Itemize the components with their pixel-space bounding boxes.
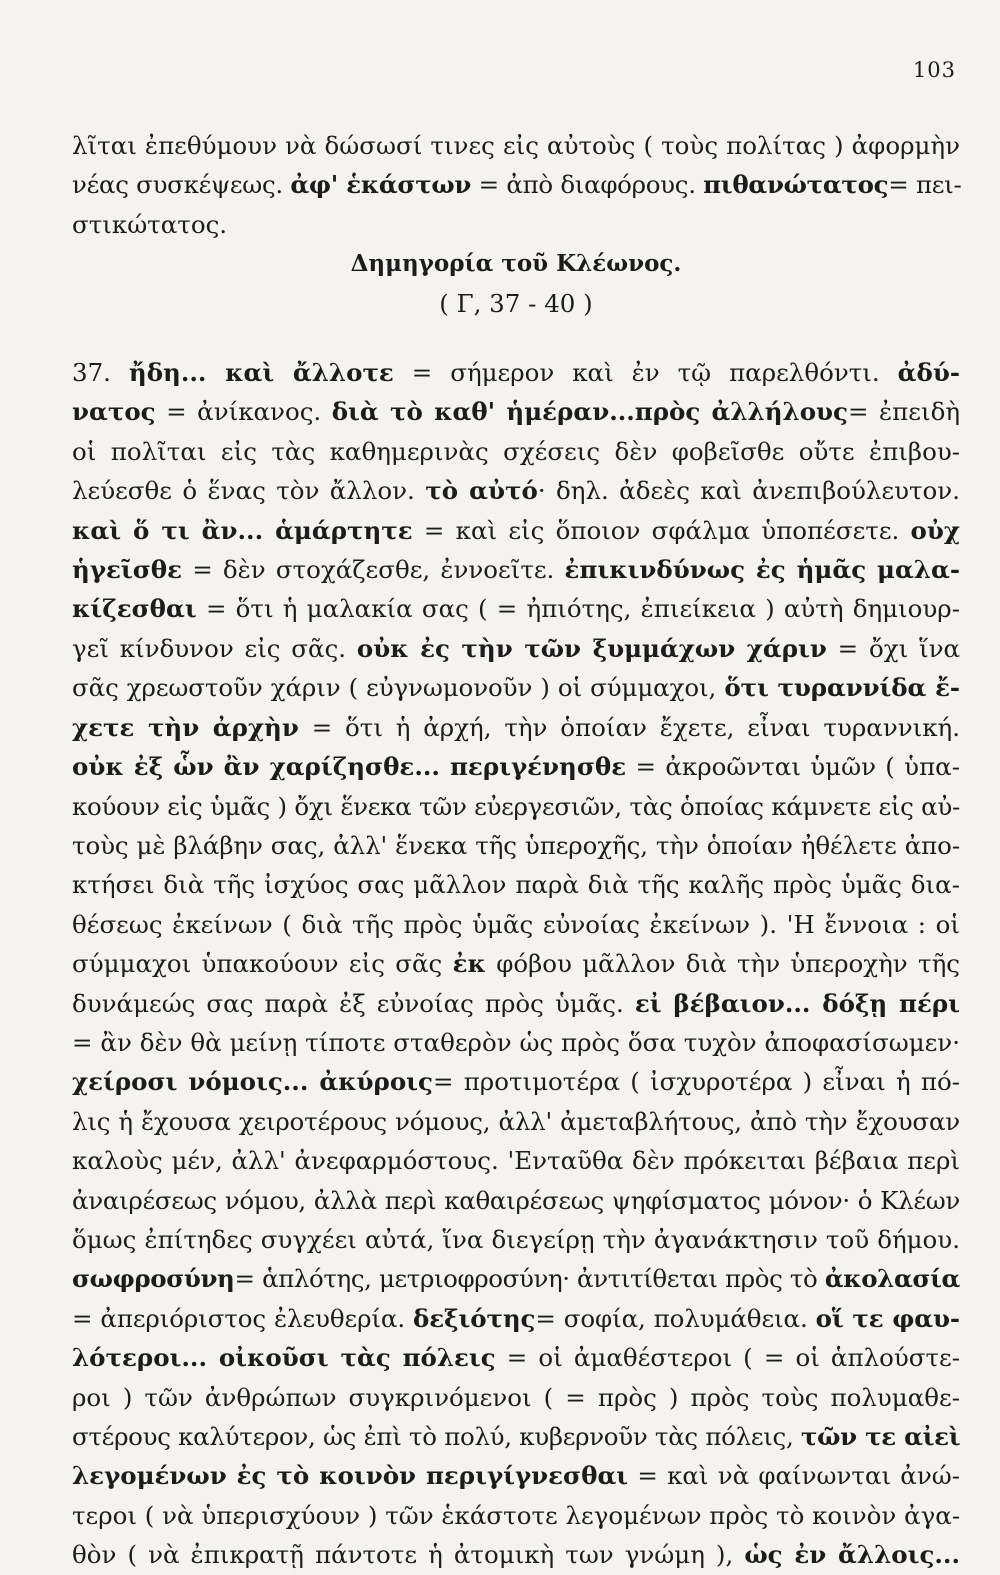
text-line xyxy=(72,284,960,323)
text-line xyxy=(72,1417,960,1456)
lemma-term: καὶ ὅ τι ἂν... ἁμάρτητε xyxy=(72,515,413,545)
lemma-term: οὐκ ἐς τὴν τῶν ξυμμάχων χάριν xyxy=(356,633,827,663)
gloss-text: = σήμερον καὶ ἐν τῷ παρελθόντι. xyxy=(393,358,898,388)
text-line xyxy=(72,126,960,165)
gloss-text: = πει- xyxy=(888,170,962,200)
gloss-text: = ἁπλότης, μετριοφροσύνη· ἀντιτίθεται πρὸς τὸ xyxy=(234,1264,825,1294)
gloss-text: καλοὺς μέν, ἀλλ' ἀνεφαρμόστους. 'Ενταῦθα δὲν πρόκειται βέβαια περὶ xyxy=(72,1146,960,1176)
text-line xyxy=(72,1338,960,1377)
lemma-term: ἀκολασία xyxy=(824,1264,960,1294)
lemma-term: χείροσι νόμοις... ἀκύροις xyxy=(72,1067,433,1097)
gloss-text: λις ἡ ἔχουσα χειροτέρους νόμους, ἀλλ' ἀμεταβλήτους, ἀπὸ τὴν ἔχουσαν xyxy=(72,1106,960,1136)
gloss-text: = ἂν δὲν θὰ μείνῃ τίποτε σταθερὸν ὡς πρὸς ὅσα τυχὸν ἀποφασίσωμεν· xyxy=(72,1027,960,1057)
lemma-term: ἐκ xyxy=(452,949,486,979)
text-line xyxy=(72,1496,960,1535)
lemma-term: ἀφ' ἑκάστων xyxy=(290,170,472,200)
lemma-term: χετε τὴν ἀρχὴν xyxy=(72,712,299,742)
lemma-term: πιθανώτατος xyxy=(703,170,889,200)
gloss-text: ( Γ, 37 - 40 ) xyxy=(439,288,593,318)
lemma-term: ὅτι τυραννίδα ἔ- xyxy=(724,673,960,703)
gloss-text: θέσεως ἐκείνων ( διὰ τῆς πρὸς ὑμᾶς εὐνοίας ἐκείνων ). 'Η ἔννοια : οἱ xyxy=(72,909,960,939)
gloss-text: κτήσει διὰ τῆς ἰσχύος σας μᾶλλον παρὰ διὰ τῆς καλῆς πρὸς ὑμᾶς δια- xyxy=(72,870,960,900)
gloss-text: = σοφία, πολυμάθεια. xyxy=(535,1303,816,1333)
gloss-text: κούουν εἰς ὑμᾶς ) ὄχι ἕνεκα τῶν εὐεργεσιῶν, τὰς ὁποίας κάμνετε εἰς αὐ- xyxy=(72,791,960,821)
text-line xyxy=(72,471,960,510)
text-line xyxy=(72,1102,960,1141)
lemma-term: ἡγεῖσθε xyxy=(72,555,183,585)
gloss-text: σύμμαχοι ὑπακούουν εἰς σᾶς xyxy=(72,949,453,979)
text-line xyxy=(72,1220,960,1259)
lemma-term: ἤδη... καὶ ἄλλοτε xyxy=(128,358,394,388)
lemma-term: τῶν τε αἰεὶ xyxy=(800,1422,961,1451)
gloss-text: ὅμως ἐπίτηδες συγχέει αὐτά, ἵνα διεγείρῃ τὴν ἀγανάκτησιν τοῦ δήμου. xyxy=(72,1224,960,1254)
gloss-text: τεροι ( νὰ ὑπερισχύουν ) τῶν ἑκάστοτε λεγομένων πρὸς τὸ κοινὸν ἀγα- xyxy=(72,1500,961,1530)
gloss-text: = ἀκροῶνται ὑμῶν ( ὑπα- xyxy=(626,752,961,782)
gloss-text: 37. xyxy=(72,358,129,388)
gloss-text: = ὄχι ἵνα xyxy=(826,633,961,663)
text-line xyxy=(72,589,960,628)
gloss-text: φόβου μᾶλλον διὰ τὴν ὑπεροχὴν τῆς xyxy=(485,949,960,979)
text-line xyxy=(72,668,960,707)
text-line xyxy=(72,787,960,826)
text-line xyxy=(72,629,960,668)
text-line xyxy=(72,432,960,471)
text-line xyxy=(72,1535,960,1574)
gloss-text: = καὶ νὰ φαίνωνται ἀνώ- xyxy=(628,1461,960,1491)
text-line xyxy=(72,905,960,944)
gloss-text: = δὲν στοχάζεσθε, ἐννοεῖτε. xyxy=(182,555,565,585)
text-line xyxy=(72,353,960,392)
gloss-text: = προτιμοτέρα ( ἰσχυροτέρα ) εἶναι ἡ πό- xyxy=(432,1067,961,1097)
text-line xyxy=(72,511,960,550)
lemma-term: Δημηγορία τοῦ Κλέωνος. xyxy=(350,250,682,278)
paragraph-gap xyxy=(72,323,960,353)
text-line xyxy=(72,984,960,1023)
lemma-term: οἵ τε φαυ- xyxy=(815,1303,960,1333)
gloss-text: οἱ πολῖται εἰς τὰς καθημερινὰς σχέσεις δὲν φοβεῖσθε οὔτε ἐπιβου- xyxy=(72,436,960,466)
gloss-text: δυνάμεώς σας παρὰ ἐξ εὐνοίας πρὸς ὑμᾶς. xyxy=(72,988,635,1018)
lemma-term: διὰ τὸ καθ' ἡμέραν...πρὸς ἀλλήλους xyxy=(331,397,848,427)
gloss-text: θὸν ( νὰ ἐπικρατῇ πάντοτε ἡ ἀτομικὴ των γνώμη ), xyxy=(72,1540,745,1570)
text-line xyxy=(72,708,960,747)
gloss-text: ἀναιρέσεως νόμου, ἀλλὰ περὶ καθαιρέσεως ψηφίσματος μόνον· ὁ Κλέων xyxy=(72,1185,960,1215)
text-line xyxy=(72,944,960,983)
gloss-text: τοὺς μὲ βλάβην σας, ἀλλ' ἕνεκα τῆς ὑπεροχῆς, τὴν ὁποίαν ἠθέλετε ἀπο- xyxy=(72,830,960,860)
text-line xyxy=(72,165,960,204)
lemma-term: τὸ αὐτό xyxy=(425,476,538,506)
lemma-term: σωφροσύνη xyxy=(72,1264,235,1294)
text-line xyxy=(72,1062,960,1101)
text-line xyxy=(72,1023,960,1062)
text-line xyxy=(72,826,960,865)
gloss-text: λῖται ἐπεθύμουν νὰ δώσωσί τινες εἰς αὐτοὺς ( τοὺς πολίτας ) ἀφορμὴν xyxy=(72,131,960,160)
gloss-text: = οἱ ἀμαθέστεροι ( = οἱ ἁπλούστε- xyxy=(495,1343,960,1373)
gloss-text: = ὅτι ἡ ἀρχή, τὴν ὁποίαν ἔχετε, εἶναι τυραννική. xyxy=(298,712,960,742)
lemma-term: ὡς ἐν ἄλλοις... xyxy=(744,1540,960,1570)
gloss-text: = ἐπειδὴ xyxy=(847,397,960,427)
lemma-term: οὐχ xyxy=(910,515,960,545)
gloss-text: = ἀπὸ διαφόρους. xyxy=(471,170,704,200)
commentary-text xyxy=(72,126,960,1575)
lemma-term: κίζεσθαι xyxy=(72,594,197,624)
gloss-text: = καὶ εἰς ὅποιον σφάλμα ὑποπέσετε. xyxy=(412,515,911,545)
gloss-text: = ἀνίκανος. xyxy=(155,397,332,427)
text-line xyxy=(72,205,960,244)
text-line xyxy=(72,1141,960,1180)
page-number: 103 xyxy=(912,58,956,82)
text-line xyxy=(72,1378,960,1417)
gloss-text: στικώτατος. xyxy=(72,209,228,239)
text-line xyxy=(72,1259,960,1298)
lemma-term: δεξιότης xyxy=(413,1303,536,1333)
gloss-text: γεῖ κίνδυνον εἰς σᾶς. xyxy=(72,633,357,663)
gloss-text: = ἀπεριόριστος ἐλευθερία. xyxy=(72,1303,413,1333)
text-line xyxy=(72,1299,960,1338)
gloss-text: = ὅτι ἡ μαλακία σας ( = ἠπιότης, ἐπιείκεια ) αὐτὴ δημιουρ- xyxy=(196,594,960,624)
text-line xyxy=(72,550,960,589)
lemma-term: λότεροι... οἰκοῦσι τὰς πόλεις xyxy=(72,1343,496,1373)
gloss-text: λεύεσθε ὁ ἕνας τὸν ἄλλον. xyxy=(72,476,426,506)
lemma-term: ἀδύ- xyxy=(897,358,960,388)
text-line xyxy=(72,865,960,904)
lemma-term: οὐκ ἐξ ὧν ἂν χαρίζησθε... περιγένησθε xyxy=(72,752,627,782)
lemma-term: νατος xyxy=(72,397,156,427)
section-heading xyxy=(72,244,960,283)
text-line xyxy=(72,747,960,786)
lemma-term: ἐπικινδύνως ἐς ἡμᾶς μαλα- xyxy=(564,555,961,585)
gloss-text: · δηλ. ἀδεὲς καὶ ἀνεπιβούλευτον. xyxy=(537,476,960,506)
lemma-term: εἰ βέβαιον... δόξῃ πέρι xyxy=(634,988,961,1018)
gloss-text: στέρους καλύτερον, ὡς ἐπὶ τὸ πολύ, κυβερνοῦν τὰς πόλεις, xyxy=(72,1422,801,1451)
text-line xyxy=(72,1181,960,1220)
gloss-text: σᾶς χρεωστοῦν χάριν ( εὐγνωμονοῦν ) οἱ σύμμαχοι, xyxy=(72,673,725,703)
text-line xyxy=(72,392,960,431)
lemma-term: λεγομένων ἐς τὸ κοινὸν περιγίγνεσθαι xyxy=(72,1461,629,1491)
gloss-text: ροι ) τῶν ἀνθρώπων συγκρινόμενοι ( = πρὸς ) πρὸς τοὺς πολυμαθε- xyxy=(72,1382,960,1412)
gloss-text: νέας συσκέψεως. xyxy=(72,170,291,200)
text-line xyxy=(72,1456,960,1495)
